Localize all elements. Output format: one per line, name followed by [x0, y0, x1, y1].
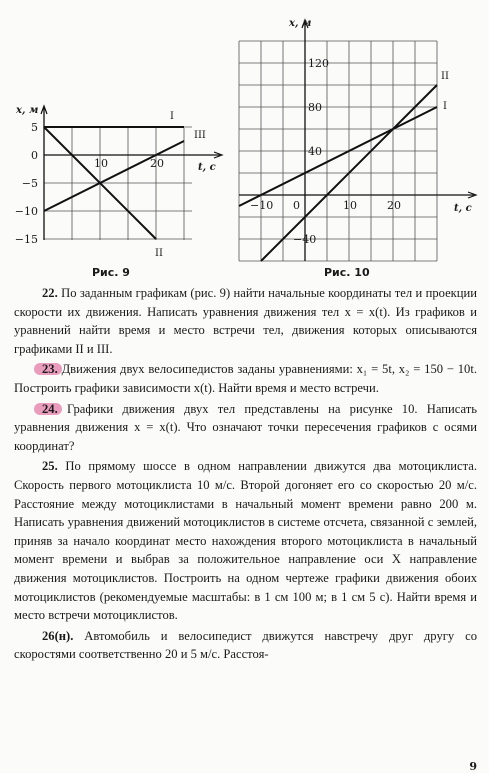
x-tick-label: −10: [250, 199, 274, 212]
series-line-I: [239, 107, 437, 206]
x-tick-label: 20: [150, 157, 164, 170]
y-tick-label: −40: [293, 233, 317, 246]
problem-text: Автомобиль и велосипедист движутся навстречу друг другу со скоростями соответственно 20 и 5 м/с. Расстоя-: [14, 628, 477, 662]
problem-25: [14, 457, 477, 624]
y-tick-label: −15: [14, 233, 38, 246]
x-axis-label: t, c: [454, 203, 472, 214]
problem-text: Графики движения двух тел представлены на рисунке 10. Написать уравнения движения x = x(t). Что означают точки пересечения графиков с осями координат?: [14, 401, 477, 453]
x-tick-label: 10: [94, 157, 108, 170]
x-axis-label: t, c: [198, 162, 216, 173]
fig10-grid: [239, 41, 437, 261]
y-tick-label: −10: [14, 205, 38, 218]
figure-10-caption: Рис. 10: [324, 266, 370, 279]
y-axis-label: x, м: [289, 18, 312, 29]
x-tick-label: 10: [343, 199, 357, 212]
series-line-III: [44, 141, 184, 211]
figure-9-chart: [10, 100, 230, 260]
problem-24: [14, 400, 477, 456]
problem-number: 26(н).: [42, 628, 74, 643]
y-tick-label: 80: [308, 101, 322, 114]
fig9-grid: [44, 127, 192, 240]
y-tick-label: 0: [31, 149, 38, 162]
x-tick-label: 20: [387, 199, 401, 212]
problem-number: 22.: [42, 286, 58, 300]
problem-23: [14, 360, 477, 397]
problem-22: [14, 284, 477, 358]
y-tick-label: 5: [31, 121, 38, 134]
x-tick-label: 0: [293, 199, 300, 212]
figure-10-chart: [218, 14, 478, 264]
problem-number-highlighted: 23.: [42, 362, 58, 377]
figure-9-caption: Рис. 9: [92, 266, 130, 279]
problem-text: Движения двух велосипедистов заданы уравнениями: x₁ = 5t, x₂ = 150 − 10t. Построить графики зависимости x(t). Найти время и место встречи.: [14, 362, 477, 395]
y-axis-label: x, м: [16, 105, 39, 116]
series-label-I: I: [170, 111, 174, 122]
fig10-axes: [239, 20, 476, 261]
y-tick-label: −5: [21, 177, 38, 190]
page-number: 9: [469, 760, 477, 773]
series-label-I: I: [443, 101, 447, 112]
problem-text: По заданным графикам (рис. 9) найти начальные координаты тел и проекции скорости их движения. Написать уравнения движения тел x = x(t). Из графиков и уравнений найти время и место встречи тел, движения которых описываются графиками II и III.: [14, 286, 477, 356]
problem-number-highlighted: 24.: [42, 401, 58, 416]
problem-26: [14, 627, 477, 664]
problems-text: [14, 284, 477, 666]
series-label-II: II: [155, 248, 163, 259]
problem-number: 25.: [42, 459, 58, 474]
y-tick-label: 120: [308, 57, 329, 70]
y-tick-label: 40: [308, 145, 322, 158]
series-label-III: III: [194, 130, 206, 141]
series-label-II: II: [441, 71, 449, 82]
problem-text: По прямому шоссе в одном направлении движутся два мотоциклиста. Скорость первого мотоциклиста 10 м/с. Второй догоняет его со скоростью 20 м/с. Расстояние между мотоциклистами в начальный момент времени равно 200 м. Написать уравнения движений мотоциклистов в системе отсчета, связанной с землей, приняв за начало координат место нахождения второго мотоциклиста в начальный момент времени и выбрав за положительное направление оси X направление движения мотоциклистов. Построить на одном чертеже графики движения обоих мотоциклистов (рекомендуемые масштабы: в 1 см 100 м; в 1 см 5 с). Найти время и место встречи мотоциклистов.: [14, 459, 477, 623]
